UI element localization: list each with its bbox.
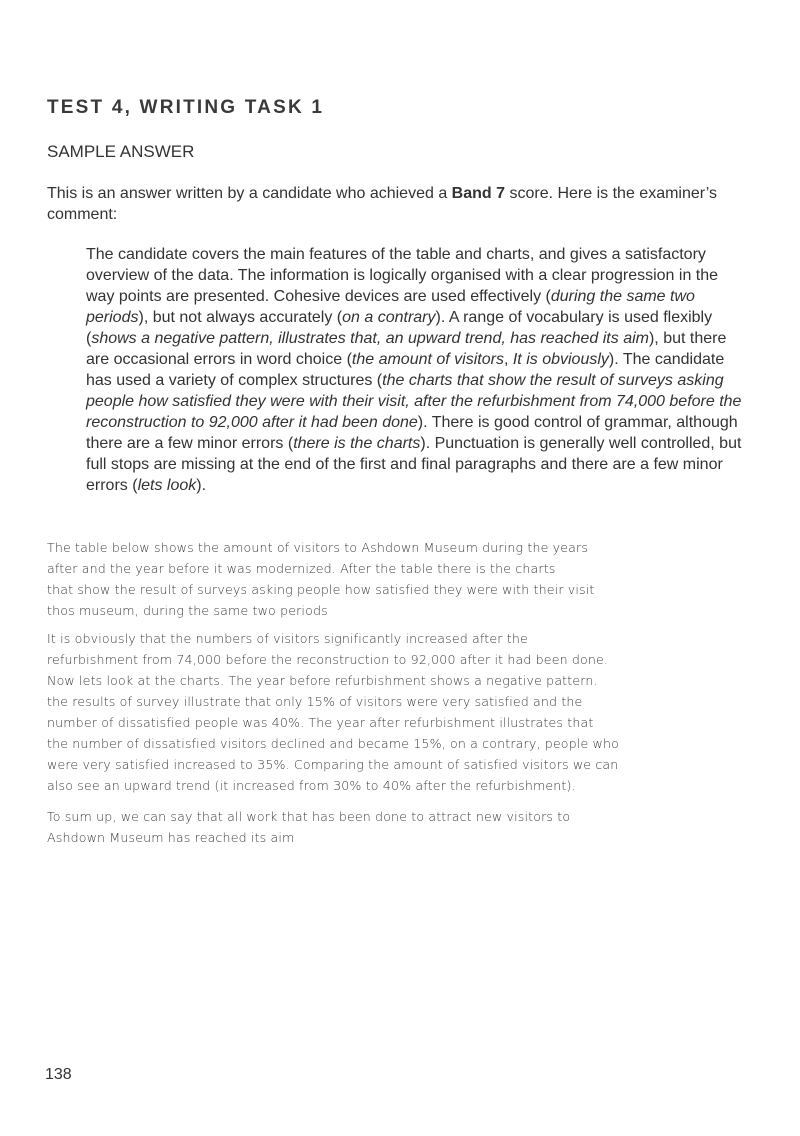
comment-quote: on a contrary <box>342 309 436 326</box>
comment-text: ). Punctuation is generally well controlled, but full stops are missing at the end of the first and final paragraphs and there are a few minor errors ( <box>86 435 742 494</box>
handwritten-line: the number of dissatisfied visitors declined and became 15%, on a contrary, people who <box>47 736 619 751</box>
handwritten-line: The table below shows the amount of visitors to Ashdown Museum during the years <box>47 540 589 555</box>
answer-paragraph-3 <box>47 806 767 848</box>
comment-text: ). The candidate has used a variety of complex structures ( <box>86 351 725 389</box>
handwritten-line: refurbishment from 74,000 before the reconstruction to 92,000 after it had been done. <box>47 652 609 667</box>
comment-text: ). A range of vocabulary is used flexibly ( <box>86 309 713 347</box>
comment-text: ), but not always accurately ( <box>138 309 343 326</box>
page-number: 138 <box>45 1066 72 1083</box>
intro-text-before: This is an answer written by a candidate who achieved a <box>47 185 452 202</box>
comment-text: The candidate covers the main features of the table and charts, and gives a satisfactory overview of the data. The information is logically organised with a clear progression in the way points are presented. Cohesive devices are used effectively ( <box>86 246 719 305</box>
comment-quote: during the same two periods <box>86 288 695 326</box>
handwritten-line: Ashdown Museum has reached its aim <box>47 830 295 845</box>
comment-quote: the amount of visitors <box>351 351 504 368</box>
comment-quote: there is the charts <box>293 435 421 452</box>
answer-paragraph-1 <box>47 537 767 621</box>
section-subtitle: SAMPLE ANSWER <box>47 142 195 161</box>
comment-quote: lets look <box>137 477 197 494</box>
handwritten-line: were very satisfied increased to 35%. Comparing the amount of satisfied visitors we can <box>47 757 619 772</box>
comment-text: ). <box>196 477 207 494</box>
handwritten-line: Now lets look at the charts. The year before refurbishment shows a negative pattern. <box>47 673 598 688</box>
handwritten-line: also see an upward trend (it increased from 30% to 40% after the refurbishment). <box>47 778 576 793</box>
comment-text: ). There is good control of grammar, although there are a few minor errors ( <box>86 414 738 452</box>
intro-paragraph <box>47 183 747 225</box>
page-title: TEST 4, WRITING TASK 1 <box>47 97 325 118</box>
comment-quote: the charts that show the result of surveys asking people how satisfied they were with their visit, after the refurbishment from 74,000 before the reconstruction to 92,000 after it had been done <box>86 372 742 431</box>
band-score: Band 7 <box>451 185 506 202</box>
handwritten-line: It is obviously that the numbers of visitors significantly increased after the <box>47 631 528 646</box>
answer-paragraph-2 <box>47 628 767 796</box>
handwritten-line: the results of survey illustrate that only 15% of visitors were very satisfied and the <box>47 694 583 709</box>
intro-text-after: score. Here is the examiner’s comment: <box>47 185 717 223</box>
handwritten-line: after and the year before it was modernized. After the table there is the charts <box>47 561 556 576</box>
handwritten-line: that show the result of surveys asking people how satisfied they were with their visit <box>47 582 595 597</box>
handwritten-line: number of dissatisfied people was 40%. The year after refurbishment illustrates that <box>47 715 594 730</box>
handwritten-line: To sum up, we can say that all work that has been done to attract new visitors to <box>47 809 571 824</box>
comment-quote: It is obviously <box>512 351 609 368</box>
comment-text: ), but there are occasional errors in word choice ( <box>86 330 727 368</box>
examiner-comment <box>86 244 748 496</box>
comment-quote: shows a negative pattern, illustrates that, an upward trend, has reached its aim <box>91 330 649 347</box>
handwritten-line: thos museum, during the same two periods <box>47 603 328 618</box>
comment-text: , <box>503 351 513 368</box>
